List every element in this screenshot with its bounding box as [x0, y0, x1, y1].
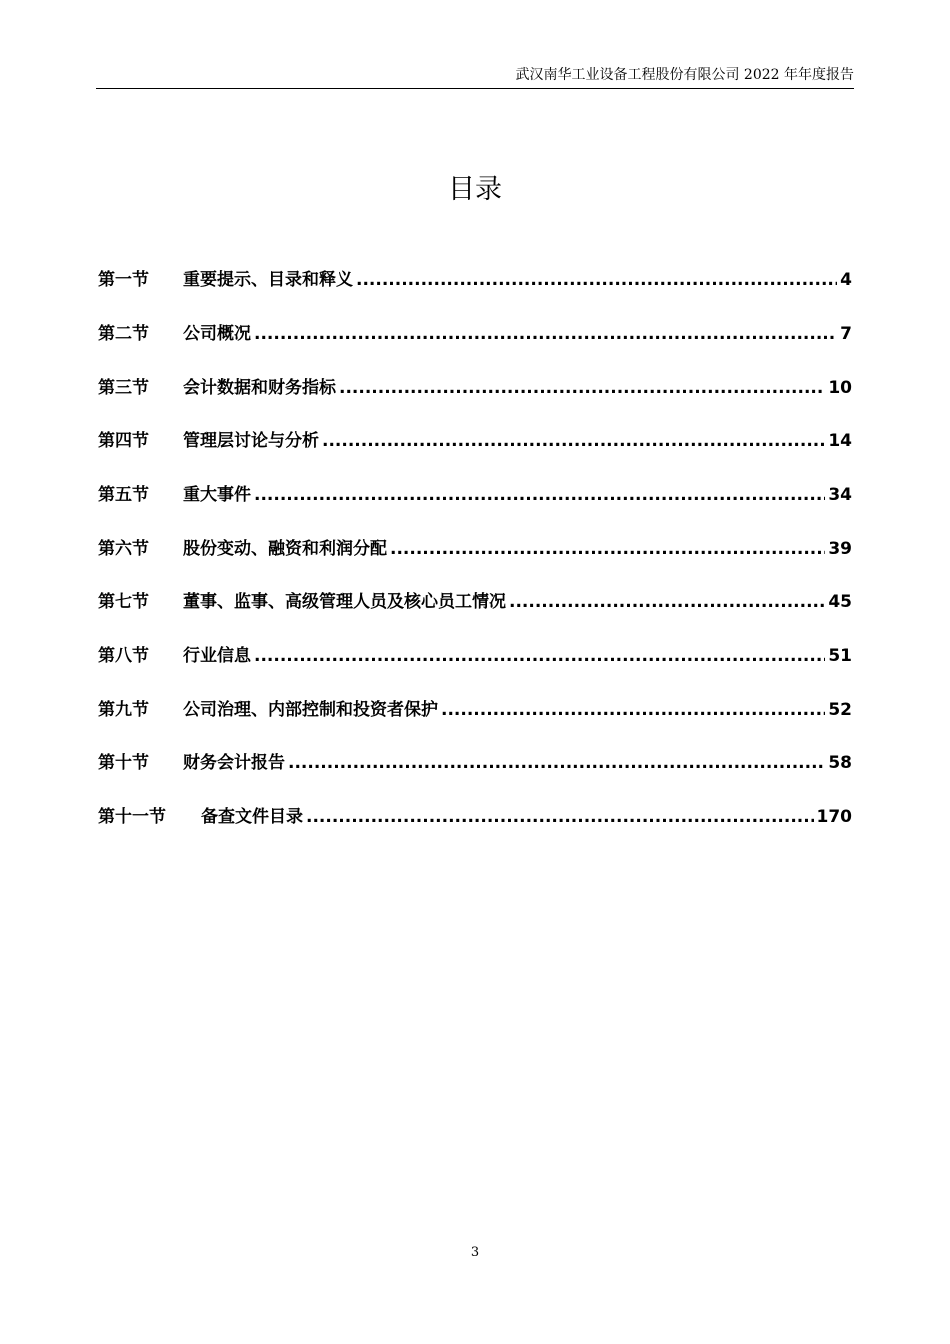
- toc-entry-3[interactable]: [98, 375, 852, 401]
- toc-section-heading: 备查文件目录: [201, 807, 303, 827]
- toc-section-heading: 董事、监事、高级管理人员及核心员工情况: [183, 592, 506, 612]
- toc-section-heading: 会计数据和财务指标: [183, 378, 336, 398]
- toc-section-number: 第十节: [98, 753, 149, 773]
- toc-entry-1[interactable]: [98, 267, 852, 293]
- toc-section-number: 第十一节: [98, 807, 166, 827]
- toc-section-heading: 重大事件: [183, 485, 251, 505]
- toc-page-number: 39: [828, 539, 852, 559]
- toc-dot-leader: [322, 428, 825, 454]
- toc-dot-leader: [288, 750, 825, 776]
- toc-dot-leader: [306, 804, 814, 830]
- toc-entry-7[interactable]: [98, 589, 852, 615]
- toc-dot-leader: [509, 589, 825, 615]
- toc-dot-leader: [254, 482, 825, 508]
- toc-section-number: 第八节: [98, 646, 149, 666]
- toc-section-number: 第三节: [98, 378, 149, 398]
- toc-entry-4[interactable]: [98, 428, 852, 454]
- toc-section-heading: 股份变动、融资和利润分配: [183, 539, 387, 559]
- toc-section-number: 第五节: [98, 485, 149, 505]
- toc-entry-11[interactable]: [98, 804, 852, 830]
- toc-section-heading: 财务会计报告: [183, 753, 285, 773]
- toc-entry-2[interactable]: [98, 321, 852, 347]
- toc-section-number: 第九节: [98, 700, 149, 720]
- toc-title: 目录: [448, 174, 502, 205]
- toc-entry-9[interactable]: [98, 697, 852, 723]
- toc-page-number: 14: [828, 431, 852, 451]
- running-header-title: 武汉南华工业设备工程股份有限公司 2022 年年度报告: [515, 67, 854, 83]
- page-number: 3: [470, 1245, 480, 1260]
- toc-page-number: 51: [828, 646, 852, 666]
- toc-section-number: 第六节: [98, 539, 149, 559]
- toc-page-number: 4: [840, 270, 852, 290]
- toc-section-heading: 管理层讨论与分析: [183, 431, 319, 451]
- toc-section-heading: 行业信息: [183, 646, 251, 666]
- toc-entry-8[interactable]: [98, 643, 852, 669]
- toc-section-number: 第一节: [98, 270, 149, 290]
- toc-page-number: 7: [840, 324, 852, 344]
- toc-page-number: 34: [828, 485, 852, 505]
- toc-dot-leader: [254, 643, 825, 669]
- toc-dot-leader: [356, 267, 837, 293]
- toc-section-number: 第四节: [98, 431, 149, 451]
- toc-dot-leader: [254, 321, 837, 347]
- toc-page-number: 10: [828, 378, 852, 398]
- running-header: [96, 62, 854, 89]
- toc-dot-leader: [390, 536, 825, 562]
- toc-page-number: 52: [828, 700, 852, 720]
- toc-dot-leader: [339, 375, 825, 401]
- toc-section-heading: 重要提示、目录和释义: [183, 270, 353, 290]
- toc-page-number: 45: [828, 592, 852, 612]
- toc-dot-leader: [441, 697, 825, 723]
- toc-entry-6[interactable]: [98, 536, 852, 562]
- toc-entry-10[interactable]: [98, 750, 852, 776]
- toc-page-number: 58: [828, 753, 852, 773]
- toc-section-number: 第七节: [98, 592, 149, 612]
- toc-section-heading: 公司概况: [183, 324, 251, 344]
- toc-section-heading: 公司治理、内部控制和投资者保护: [183, 700, 438, 720]
- toc-section-number: 第二节: [98, 324, 149, 344]
- toc-entry-5[interactable]: [98, 482, 852, 508]
- toc-page-number: 170: [816, 807, 852, 827]
